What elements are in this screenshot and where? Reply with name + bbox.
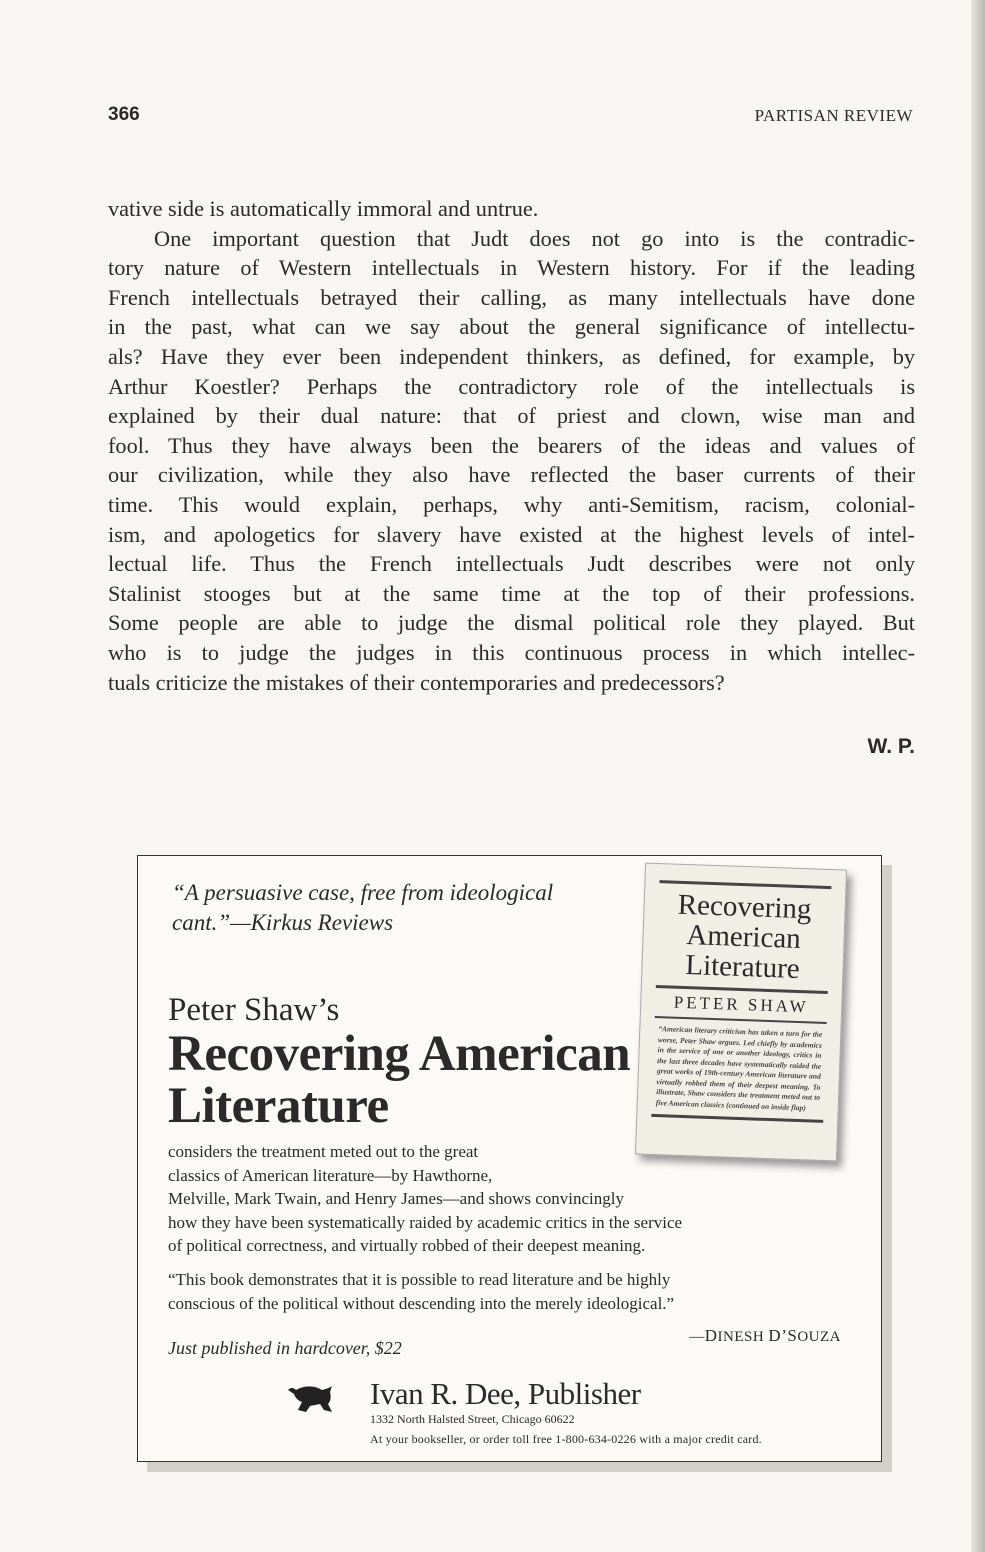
body-line: who is to judge the judges in this continuous process in which intellec- bbox=[108, 639, 915, 665]
body-line: in the past, what can we say about the general significance of intellectu- bbox=[108, 314, 915, 340]
cover-blurb: “American literary criticism has taken a turn for the worse, Peter Shaw argues. Led chiefly by academics in the service of one or another ideology, critics in the last three decades have systematically raided the great works of 19th-century American literature and virtually robbed them of their deepest meaning. To illustrate, Shaw considers the treatment meted out to five American classics (continued on inside flap) bbox=[655, 1024, 823, 1112]
body-line: ism, and apologetics for slavery have existed at the highest levels of intel- bbox=[108, 521, 915, 547]
body-line: tory nature of Western intellectuals in Western history. For if the leading bbox=[108, 255, 915, 281]
endorsement-line: conscious of the political without descending into the merely ideological.” bbox=[168, 1293, 675, 1313]
desc-line: Melville, Mark Twain, and Henry James—and shows convincingly bbox=[168, 1189, 624, 1208]
cover-rule bbox=[651, 1114, 823, 1123]
cover-title bbox=[642, 889, 845, 986]
author-signature: W. P. bbox=[867, 735, 915, 758]
availability: Just published in hardcover, $22 bbox=[168, 1338, 402, 1358]
body-line: tuals criticize the mistakes of their contemporaries and predecessors? bbox=[108, 669, 725, 695]
book-cover-image bbox=[635, 863, 847, 1162]
body-line: als? Have they ever been independent thinkers, as defined, for example, by bbox=[108, 343, 915, 369]
body-line: our civilization, while they also have reflected the baser currents of their bbox=[108, 462, 915, 488]
quote-line: cant.”—Kirkus Reviews bbox=[172, 910, 394, 935]
body-line: lectual life. Thus the French intellectuals Judt describes were not only bbox=[108, 551, 915, 577]
body-line: time. This would explain, perhaps, why anti-Semitism, racism, colonial- bbox=[108, 491, 915, 517]
desc-line: how they have been systematically raided by academic critics in the service bbox=[168, 1212, 683, 1232]
body-line: One important question that Judt does not go into is the contradic- bbox=[154, 225, 915, 251]
endorsement-quote bbox=[168, 1268, 674, 1315]
body-line: Stalinist stooges but at the same time at the top of their professions. bbox=[108, 580, 915, 606]
publisher-name: Ivan R. Dee, Publisher bbox=[370, 1376, 641, 1411]
review-quote bbox=[172, 878, 553, 938]
body-line: Arthur Koestler? Perhaps the contradictory role of the intellectuals is bbox=[108, 373, 915, 399]
body-line: French intellectuals betrayed their calling, as many intellectuals have done bbox=[108, 284, 915, 310]
cover-title-line: American bbox=[685, 919, 802, 956]
dash: — bbox=[689, 1329, 705, 1345]
cover-title-line: Recovering bbox=[677, 888, 813, 926]
initial: D bbox=[704, 1326, 718, 1345]
body-line: Some people are able to judge the dismal political role they played. But bbox=[108, 610, 915, 636]
endorser bbox=[689, 1326, 841, 1346]
elephant-logo-icon bbox=[286, 1384, 336, 1414]
publisher-address: 1332 North Halsted Street, Chicago 60622 bbox=[370, 1412, 575, 1426]
desc-line: considers the treatment meted out to the great bbox=[168, 1142, 479, 1161]
endorsement-line: “This book demonstrates that it is possible to read literature and be highly bbox=[168, 1270, 671, 1289]
cover-author: PETER SHAW bbox=[673, 992, 809, 1017]
desc-line: classics of American literature—by Hawthorne, bbox=[168, 1165, 493, 1185]
ad-author: Peter Shaw’s bbox=[168, 992, 340, 1028]
page-edge bbox=[971, 0, 985, 1552]
cover-rule bbox=[659, 880, 831, 889]
quote-line: “A persuasive case, free from ideological bbox=[172, 880, 554, 905]
running-head: PARTISAN REVIEW bbox=[754, 106, 913, 125]
title-line: Literature bbox=[168, 1078, 389, 1134]
article-body bbox=[108, 194, 915, 697]
desc-line: of political correctness, and virtually robbed of their deepest meaning. bbox=[168, 1236, 646, 1255]
ad-title bbox=[168, 1028, 630, 1132]
cover-title-line: Literature bbox=[684, 949, 801, 986]
name-part: OUZA bbox=[797, 1329, 841, 1345]
body-line: fool. Thus they have always been the bearers of the ideas and values of bbox=[108, 432, 915, 458]
title-line: Recovering American bbox=[168, 1026, 631, 1082]
body-line: explained by their dual nature: that of priest and clown, wise man and bbox=[108, 403, 915, 429]
initial: D’S bbox=[768, 1326, 798, 1345]
body-line: vative side is automatically immoral and untrue. bbox=[108, 196, 539, 221]
cover-rule bbox=[655, 1016, 827, 1024]
order-info: At your bookseller, or order toll free 1-800-634-0226 with a major credit card. bbox=[370, 1432, 762, 1446]
name-part: INESH bbox=[717, 1329, 769, 1345]
page-number: 366 bbox=[108, 104, 140, 125]
